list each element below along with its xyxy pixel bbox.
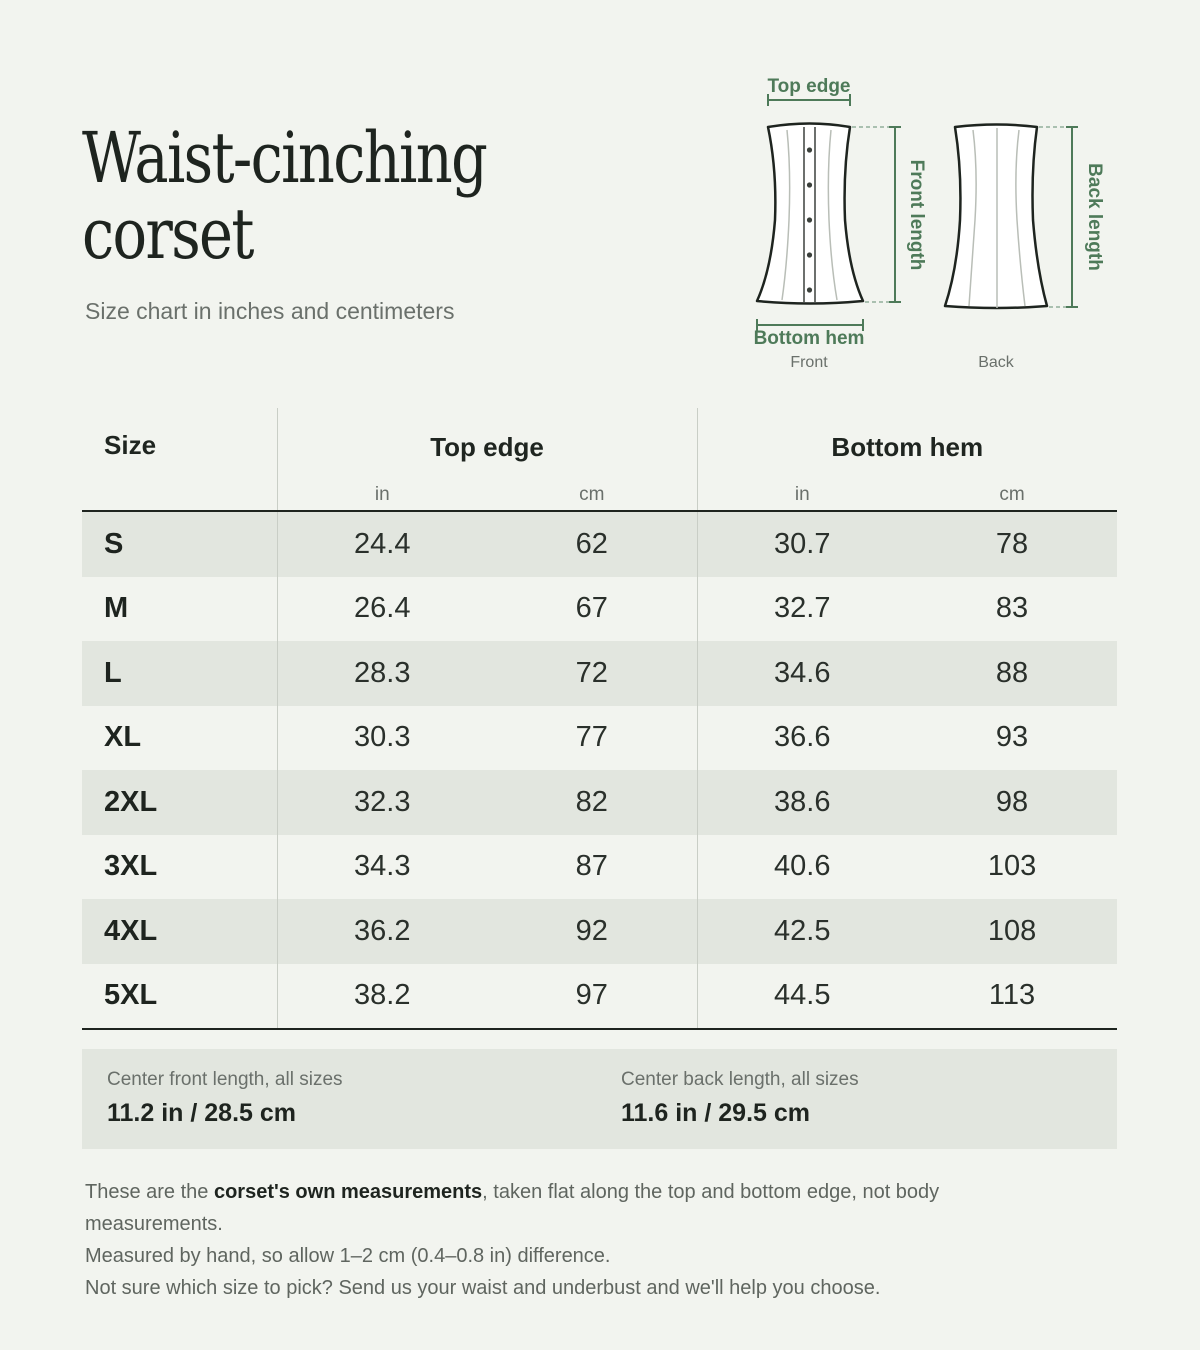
bottom-hem-cm-cell: 108 [907, 899, 1117, 964]
bottom-hem-cm-cell: 93 [995, 721, 1029, 754]
note-help: Not sure which size to pick? Send us your waist and underbust and we'll help you choose. [85, 1277, 881, 1299]
bottom-hem-in-cell: 30.7 [697, 511, 907, 577]
bottom-hem-in-cell: 36.6 [774, 721, 831, 754]
bottom-hem-in-cell: 32.7 [774, 592, 831, 625]
size-column-header: Size [82, 408, 277, 511]
top-edge-in-cell: 38.2 [277, 964, 487, 1030]
table-row [82, 641, 1117, 706]
top-edge-column-header: Top edge [277, 408, 697, 483]
bottom-hem-cm-cell: 83 [995, 592, 1029, 625]
bottom-hem-column-header: Bottom hem [831, 431, 984, 462]
top-edge-in-cell: 34.3 [354, 850, 411, 883]
size-cell: M [82, 577, 277, 642]
center-back-value: 11.6 in / 29.5 cm [621, 1099, 811, 1127]
table-row [82, 964, 1117, 1030]
top-edge-cm-cell: 77 [487, 706, 697, 771]
size-cell: 3XL [82, 835, 277, 900]
bottom-hem-cm-cell: 113 [907, 964, 1117, 1030]
table-row [82, 770, 1117, 835]
back-view-label: Back [978, 354, 1014, 371]
top-edge-cm-unit: cm [487, 483, 697, 511]
bottom-hem-cm-cell: 103 [987, 850, 1037, 883]
table-header-row [82, 408, 1117, 483]
size-cell: 5XL [82, 964, 277, 1030]
top-edge-cm-cell: 87 [487, 835, 697, 900]
top-edge-in-cell: 26.4 [354, 592, 411, 625]
size-cell: L [82, 641, 277, 706]
center-front-value: 11.2 in / 28.5 cm [107, 1099, 297, 1127]
size-cell: XL [82, 706, 277, 771]
page-title [82, 117, 487, 275]
top-edge-cm-cell: 62 [487, 511, 697, 577]
front-length-label: Front length [906, 159, 927, 271]
bottom-hem-in-cell: 38.6 [697, 770, 907, 835]
bottom-hem-cm-cell: 88 [907, 641, 1117, 706]
back-corset-icon [945, 125, 1047, 309]
top-edge-cm-cell: 92 [487, 899, 697, 964]
center-back-label: Center back length, all sizes [621, 1069, 859, 1090]
table-row [82, 899, 1117, 964]
top-edge-cm-cell: 72 [487, 641, 697, 706]
bottom-hem-in-cell: 42.5 [697, 899, 907, 964]
top-edge-in-unit: in [277, 483, 487, 511]
bottom-hem-label: Bottom hem [753, 328, 865, 349]
top-edge-label: Top edge [767, 76, 851, 97]
size-cell: S [82, 511, 277, 577]
bottom-hem-cm-unit: cm [907, 483, 1117, 511]
page-subtitle: Size chart in inches and centimeters [85, 298, 455, 324]
top-edge-cm-cell: 82 [487, 770, 697, 835]
back-length-dimension [1039, 127, 1105, 307]
table-row [82, 706, 1117, 771]
note-tolerance: Measured by hand, so allow 1–2 cm (0.4–0.8 in) difference. [85, 1245, 611, 1267]
top-edge-in-cell: 36.2 [277, 899, 487, 964]
bottom-hem-cm-cell: 98 [907, 770, 1117, 835]
bottom-hem-in-cell: 44.5 [697, 964, 907, 1030]
table-row [82, 835, 1117, 900]
table-row [82, 511, 1117, 577]
bottom-hem-in-cell: 40.6 [774, 850, 831, 883]
note-text: These are the [85, 1181, 214, 1203]
top-edge-in-cell: 32.3 [277, 770, 487, 835]
bottom-hem-dimension [754, 319, 865, 349]
top-edge-in-cell: 30.3 [354, 721, 411, 754]
front-view-label: Front [790, 354, 828, 371]
front-corset-icon [757, 124, 863, 304]
center-front-length [107, 1069, 343, 1128]
title-line-2: corset [82, 193, 253, 275]
note-emphasis: corset's own measurements [213, 1181, 483, 1203]
back-length-label: Back length [1084, 163, 1105, 271]
table-row [82, 577, 1117, 642]
bottom-hem-in-cell: 34.6 [697, 641, 907, 706]
note-text: , taken flat along the top and bottom edge, not body measurements. [85, 1181, 940, 1235]
center-back-length [621, 1069, 859, 1128]
top-edge-cm-cell: 97 [487, 964, 697, 1030]
size-cell: 4XL [82, 899, 277, 964]
measurement-notes [85, 1176, 1045, 1304]
size-chart-table [82, 408, 1117, 1030]
bottom-hem-in-unit: in [697, 483, 907, 511]
top-edge-in-cell: 24.4 [277, 511, 487, 577]
front-length-dimension [852, 127, 927, 302]
bottom-hem-cm-cell: 78 [907, 511, 1117, 577]
size-cell: 2XL [82, 770, 277, 835]
top-edge-cm-cell: 67 [487, 577, 697, 642]
center-front-label: Center front length, all sizes [107, 1069, 343, 1090]
top-edge-in-cell: 28.3 [277, 641, 487, 706]
note-measurements [85, 1176, 1045, 1240]
corset-diagram [735, 70, 1135, 380]
top-edge-dimension [767, 76, 850, 106]
title-line-1: Waist-cinching [82, 117, 487, 199]
center-length-summary [82, 1049, 1117, 1149]
